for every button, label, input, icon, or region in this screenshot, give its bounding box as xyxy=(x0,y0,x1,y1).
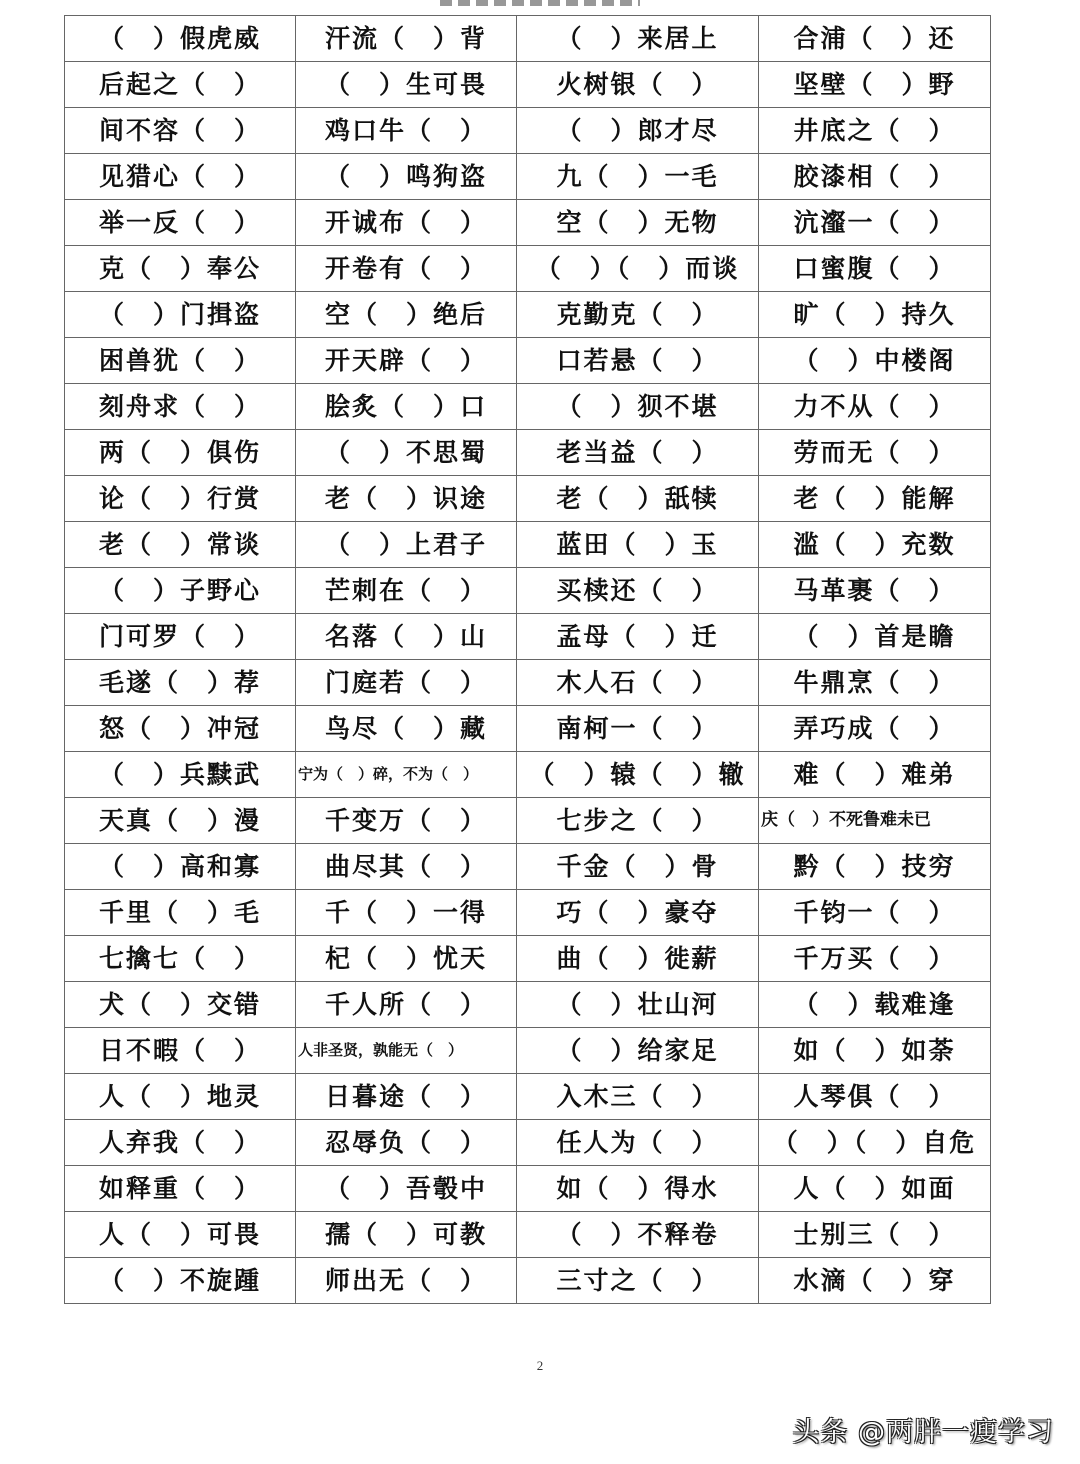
table-row xyxy=(65,1258,991,1304)
idiom-cell: 天真（ ）漫 xyxy=(65,798,296,844)
idiom-cell: 人琴俱（ ） xyxy=(759,1074,991,1120)
idiom-cell: 日暮途（ ） xyxy=(296,1074,517,1120)
idiom-cell: 脍炙（ ）口 xyxy=(296,384,517,430)
idiom-cell: 开天辟（ ） xyxy=(296,338,517,384)
idiom-cell: 开卷有（ ） xyxy=(296,246,517,292)
table-row xyxy=(65,1028,991,1074)
idiom-cell: 蓝田（ ）玉 xyxy=(517,522,759,568)
idiom-cell: 口蜜腹（ ） xyxy=(759,246,991,292)
idiom-cell: （ ）壮山河 xyxy=(517,982,759,1028)
idiom-cell: 士别三（ ） xyxy=(759,1212,991,1258)
idiom-cell: 老当益（ ） xyxy=(517,430,759,476)
idiom-cell: （ ）来居上 xyxy=(517,16,759,62)
idiom-cell: （ ）给家足 xyxy=(517,1028,759,1074)
idiom-cell: 坚壁（ ）野 xyxy=(759,62,991,108)
idiom-cell: 举一反（ ） xyxy=(65,200,296,246)
idiom-cell: 鸡口牛（ ） xyxy=(296,108,517,154)
table-row xyxy=(65,1120,991,1166)
idiom-cell: 千里（ ）毛 xyxy=(65,890,296,936)
idiom-cell: 见猎心（ ） xyxy=(65,154,296,200)
table-row xyxy=(65,108,991,154)
idiom-cell: 牛鼎烹（ ） xyxy=(759,660,991,706)
idiom-cell: 克（ ）奉公 xyxy=(65,246,296,292)
table-row xyxy=(65,246,991,292)
idiom-cell: （ ）辕（ ）辙 xyxy=(517,752,759,798)
idiom-cell: （ ）门揖盗 xyxy=(65,292,296,338)
idiom-cell: （ ）子野心 xyxy=(65,568,296,614)
idiom-cell: 黔（ ）技穷 xyxy=(759,844,991,890)
table-row xyxy=(65,660,991,706)
idiom-cell: 如（ ）如荼 xyxy=(759,1028,991,1074)
idiom-cell: （ ）郎才尽 xyxy=(517,108,759,154)
idiom-cell: （ ）狈不堪 xyxy=(517,384,759,430)
table-row xyxy=(65,338,991,384)
idiom-cell: 如释重（ ） xyxy=(65,1166,296,1212)
idiom-cell: 口若悬（ ） xyxy=(517,338,759,384)
idiom-cell: 人（ ）地灵 xyxy=(65,1074,296,1120)
idiom-cell: 汗流（ ）背 xyxy=(296,16,517,62)
idiom-cell: 犬（ ）交错 xyxy=(65,982,296,1028)
idiom-cell: 沆瀣一（ ） xyxy=(759,200,991,246)
idiom-cell: 人弃我（ ） xyxy=(65,1120,296,1166)
idiom-cell: 曲（ ）徙薪 xyxy=(517,936,759,982)
idiom-cell: 南柯一（ ） xyxy=(517,706,759,752)
table-row xyxy=(65,292,991,338)
idiom-cell: 入木三（ ） xyxy=(517,1074,759,1120)
idiom-cell: 论（ ）行赏 xyxy=(65,476,296,522)
table-row xyxy=(65,798,991,844)
idiom-cell: 千人所（ ） xyxy=(296,982,517,1028)
idiom-cell: （ ）生可畏 xyxy=(296,62,517,108)
idiom-cell: 难（ ）难弟 xyxy=(759,752,991,798)
idiom-cell: 两（ ）俱伤 xyxy=(65,430,296,476)
idiom-cell: 门可罗（ ） xyxy=(65,614,296,660)
idiom-cell: 名落（ ）山 xyxy=(296,614,517,660)
idiom-cell: 门庭若（ ） xyxy=(296,660,517,706)
idiom-cell: （ ）吾彀中 xyxy=(296,1166,517,1212)
idiom-cell: 毛遂（ ）荐 xyxy=(65,660,296,706)
table-row xyxy=(65,568,991,614)
idiom-cell: 人（ ）可畏 xyxy=(65,1212,296,1258)
table-row xyxy=(65,752,991,798)
idiom-cell: 马革裹（ ） xyxy=(759,568,991,614)
idiom-cell: （ ）（ ）自危 xyxy=(759,1120,991,1166)
idiom-cell: 孺（ ）可教 xyxy=(296,1212,517,1258)
table-row xyxy=(65,154,991,200)
idiom-cell: 七擒七（ ） xyxy=(65,936,296,982)
table-row xyxy=(65,1166,991,1212)
idiom-cell: 曲尽其（ ） xyxy=(296,844,517,890)
idiom-cell: 克勤克（ ） xyxy=(517,292,759,338)
idiom-cell: 刻舟求（ ） xyxy=(65,384,296,430)
idiom-cell: 七步之（ ） xyxy=(517,798,759,844)
idiom-cell: （ ）鸣狗盗 xyxy=(296,154,517,200)
idiom-cell: 老（ ）能解 xyxy=(759,476,991,522)
idiom-cell: 老（ ）舐犊 xyxy=(517,476,759,522)
table-row xyxy=(65,16,991,62)
table-row xyxy=(65,476,991,522)
table-row xyxy=(65,200,991,246)
table-row xyxy=(65,1212,991,1258)
idiom-cell: （ ）高和寡 xyxy=(65,844,296,890)
idiom-cell: 劳而无（ ） xyxy=(759,430,991,476)
idiom-cell: 空（ ）无物 xyxy=(517,200,759,246)
idiom-cell: （ ）首是瞻 xyxy=(759,614,991,660)
idiom-cell: 间不容（ ） xyxy=(65,108,296,154)
idiom-cell: 芒刺在（ ） xyxy=(296,568,517,614)
idiom-cell: 师出无（ ） xyxy=(296,1258,517,1304)
table-row xyxy=(65,890,991,936)
idiom-cell: 弄巧成（ ） xyxy=(759,706,991,752)
idiom-cell: 鸟尽（ ）藏 xyxy=(296,706,517,752)
idiom-cell: 火树银（ ） xyxy=(517,62,759,108)
idiom-cell: （ ）不释卷 xyxy=(517,1212,759,1258)
idiom-cell: （ ）不旋踵 xyxy=(65,1258,296,1304)
idiom-cell: （ ）载难逢 xyxy=(759,982,991,1028)
idiom-cell: 老（ ）常谈 xyxy=(65,522,296,568)
table-row xyxy=(65,522,991,568)
table-row xyxy=(65,982,991,1028)
idiom-cell: 庆（ ）不死鲁难未已 xyxy=(759,798,991,844)
idiom-cell: 千万买（ ） xyxy=(759,936,991,982)
watermark: 头条 @两胖一瘦学习 xyxy=(792,1417,1054,1448)
table-row xyxy=(65,936,991,982)
idiom-cell: 后起之（ ） xyxy=(65,62,296,108)
idiom-cell: 如（ ）得水 xyxy=(517,1166,759,1212)
idiom-table-body xyxy=(65,16,991,1304)
page-heading-cropped xyxy=(380,0,700,6)
idiom-cell: 三寸之（ ） xyxy=(517,1258,759,1304)
idiom-cell: 忍辱负（ ） xyxy=(296,1120,517,1166)
idiom-cell: 买椟还（ ） xyxy=(517,568,759,614)
idiom-cell: 空（ ）绝后 xyxy=(296,292,517,338)
table-row xyxy=(65,62,991,108)
idiom-cell: 杞（ ）忧天 xyxy=(296,936,517,982)
idiom-cell: 水滴（ ）穿 xyxy=(759,1258,991,1304)
idiom-cell: 木人石（ ） xyxy=(517,660,759,706)
table-row xyxy=(65,614,991,660)
idiom-cell: 千变万（ ） xyxy=(296,798,517,844)
table-row xyxy=(65,430,991,476)
idiom-cell: 合浦（ ）还 xyxy=(759,16,991,62)
idiom-cell: 人非圣贤，孰能无（ ） xyxy=(296,1028,517,1074)
idiom-cell: 井底之（ ） xyxy=(759,108,991,154)
idiom-cell: 力不从（ ） xyxy=(759,384,991,430)
idiom-cell: （ ）上君子 xyxy=(296,522,517,568)
idiom-fill-in-table xyxy=(64,15,991,1304)
idiom-cell: 开诚布（ ） xyxy=(296,200,517,246)
idiom-cell: （ ）假虎威 xyxy=(65,16,296,62)
idiom-cell: 千（ ）一得 xyxy=(296,890,517,936)
idiom-cell: 滥（ ）充数 xyxy=(759,522,991,568)
page-number: 2 xyxy=(536,1358,544,1373)
idiom-cell: 九（ ）一毛 xyxy=(517,154,759,200)
table-row xyxy=(65,384,991,430)
idiom-cell: （ ）（ ）而谈 xyxy=(517,246,759,292)
table-row xyxy=(65,844,991,890)
idiom-cell: 老（ ）识途 xyxy=(296,476,517,522)
idiom-cell: （ ）中楼阁 xyxy=(759,338,991,384)
idiom-cell: 千钧一（ ） xyxy=(759,890,991,936)
idiom-cell: （ ）兵黩武 xyxy=(65,752,296,798)
idiom-cell: （ ）不思蜀 xyxy=(296,430,517,476)
cropped-heading-text xyxy=(440,0,640,6)
idiom-cell: 胶漆相（ ） xyxy=(759,154,991,200)
idiom-cell: 宁为（ ）碎，不为（ ） xyxy=(296,752,517,798)
idiom-cell: 孟母（ ）迁 xyxy=(517,614,759,660)
idiom-cell: 怒（ ）冲冠 xyxy=(65,706,296,752)
idiom-cell: 任人为（ ） xyxy=(517,1120,759,1166)
idiom-cell: 日不暇（ ） xyxy=(65,1028,296,1074)
table-row xyxy=(65,706,991,752)
idiom-cell: 巧（ ）豪夺 xyxy=(517,890,759,936)
idiom-cell: 人（ ）如面 xyxy=(759,1166,991,1212)
idiom-cell: 千金（ ）骨 xyxy=(517,844,759,890)
table-row xyxy=(65,1074,991,1120)
idiom-cell: 困兽犹（ ） xyxy=(65,338,296,384)
idiom-cell: 旷（ ）持久 xyxy=(759,292,991,338)
